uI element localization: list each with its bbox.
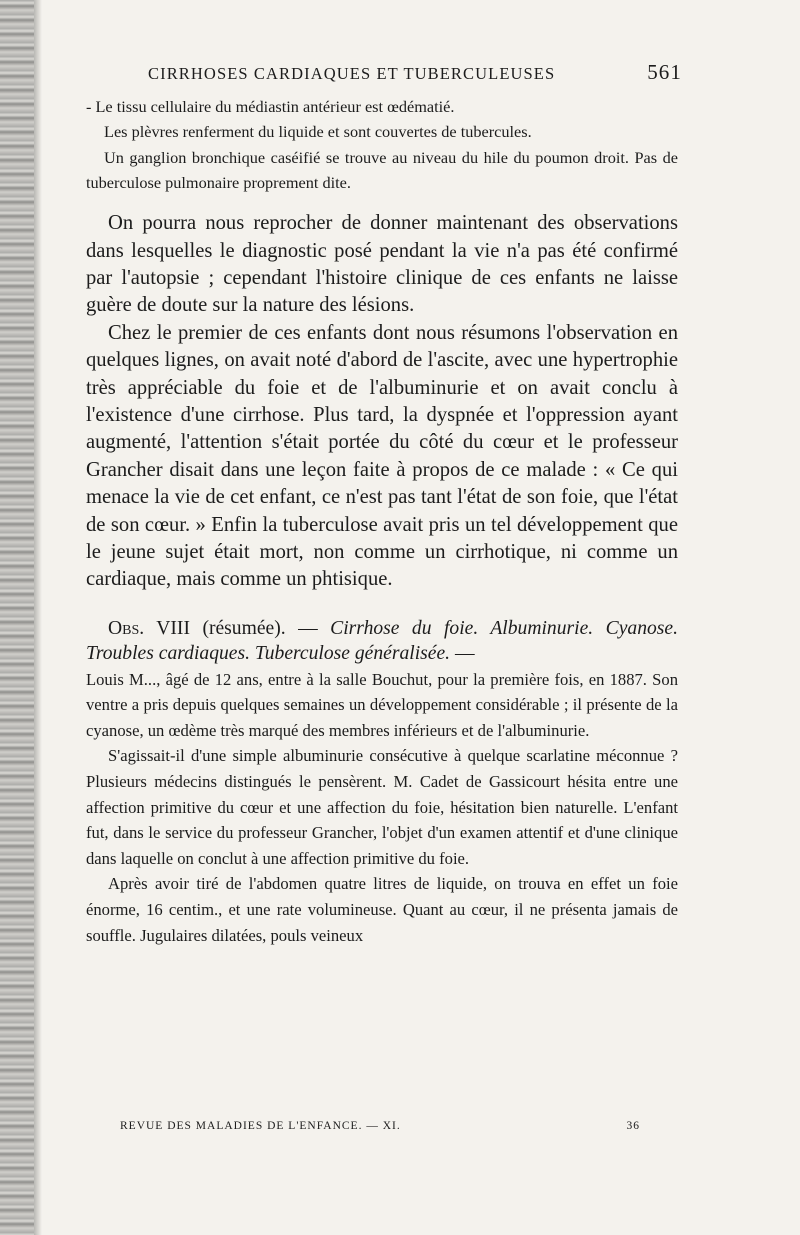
page-number: 561	[647, 60, 682, 84]
journal-title: REVUE DES MALADIES DE L'ENFANCE. — XI.	[120, 1120, 401, 1132]
body-paragraph: On pourra nous reprocher de donner maintenant des observations dans lesquelles le diagnostic posé pendant la vie n'a pas été confirmé par l'autopsie ; cependant l'histoire clinique de ces enfants ne laisse guère de doute sur la nature des lésions.	[86, 212, 678, 317]
observation-paragraph: Après avoir tiré de l'abdomen quatre litres de liquide, on trouva en effet un foie énorme, 16 centim., et une rate volumineuse. Quant au cœur, il ne présenta jamais de souffle. Jugulaires dilatées, pouls veineux	[86, 874, 678, 945]
running-title: CIRRHOSES CARDIAQUES ET TUBERCULEUSES	[148, 64, 556, 83]
book-binding-edge	[0, 0, 34, 1235]
note-line: Un ganglion bronchique caséifié se trouve au niveau du hile du poumon droit. Pas de tuberculose pulmonaire proprement dite.	[86, 147, 678, 192]
observation-heading	[86, 616, 678, 667]
observation-paragraph: Louis M..., âgé de 12 ans, entre à la salle Bouchut, pour la première fois, en 1887. Son ventre a pris depuis quelques semaines un développement considérable ; il présente de la cyanose, un œdème très marqué des membres inférieurs et de l'albuminurie.	[86, 669, 678, 740]
binding-shadow	[34, 0, 42, 1235]
observation-title: Cirrhose du foie. Albuminurie. Cyanose. Troubles cardiaques. Tuberculose généralisée.	[86, 617, 679, 665]
observation-title-dash: —	[455, 643, 475, 665]
note-line: - Le tissu cellulaire du médiastin antérieur est œdématié.	[86, 97, 455, 116]
signature-mark: 36	[626, 1120, 640, 1132]
observation-paragraph: S'agissait-il d'une simple albuminurie consécutive à quelque scarlatine méconnue ? Plusieurs médecins distingués le pensèrent. M. Cadet de Gassicourt hésita entre une affection primitive du cœur et une affection du foie, hésitation bien naturelle. L'enfant fut, dans le service du professeur Grancher, l'objet d'un examen attentif et d'une clinique dans laquelle on conclut à une affection primitive du foie.	[86, 746, 678, 868]
observation-qualifier: (résumée).	[202, 617, 286, 639]
document-page	[86, 58, 682, 948]
autopsy-notes	[86, 94, 678, 195]
running-head	[86, 58, 682, 94]
note-line: Les plèvres renferment du liquide et sont couvertes de tubercules.	[104, 122, 532, 142]
observation-dash: —	[298, 617, 318, 639]
observation-block	[86, 616, 678, 948]
main-text	[86, 210, 678, 594]
body-paragraph: Chez le premier de ces enfants dont nous résumons l'observation en quelques lignes, on avait noté d'abord de l'ascite, avec une hypertrophie très appréciable du foie et de l'albuminurie et on avait conclu à l'existence d'une cirrhose. Plus tard, la dyspnée et l'oppression ayant augmenté, l'attention s'était portée du côté du cœur et le professeur Grancher disait dans une leçon faite à propos de ce malade : « Ce qui menace la vie de cet enfant, ce n'est pas tant l'état de son foie, que l'état de son cœur. » Enfin la tuberculose avait pris un tel développement que le jeune sujet était mort, non comme un cirrhotique, ni comme un cardiaque, mais comme un phtisique.	[86, 321, 678, 591]
observation-label: Obs. VIII	[108, 617, 190, 639]
page-footer	[120, 1120, 640, 1132]
